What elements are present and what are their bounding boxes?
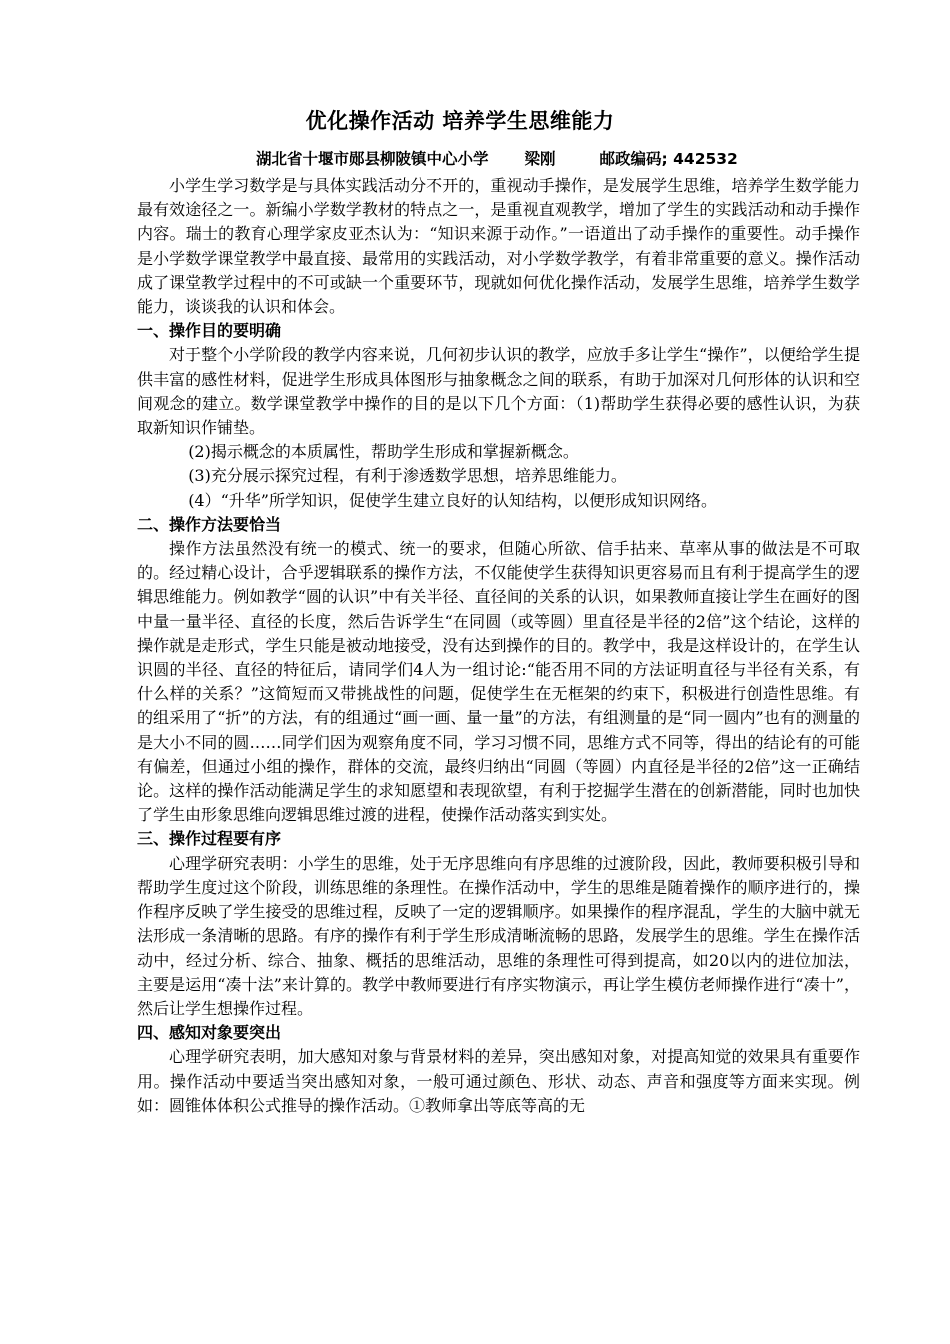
section-heading-3: 三、操作过程要有序 (137, 829, 282, 849)
author-name: 梁刚 (524, 150, 556, 168)
author-byline (256, 148, 738, 170)
section-heading-4: 四、感知对象要突出 (137, 1023, 282, 1043)
section-1-item-3: (3)充分展示探究过程，有利于渗透数学思想，培养思维能力。 (188, 466, 627, 486)
document-title: 优化操作活动 培养学生思维能力 (305, 109, 615, 133)
document-body (137, 174, 860, 1118)
intro-paragraph: 小学生学习数学是与具体实践活动分不开的，重视动手操作，是发展学生思维，培养学生数学能力最有效途径之一。新编小学数学教材的特点之一，是重视直观教学，增加了学生的实践活动和动手操作内容。瑞士的教育心理学家皮亚杰认为：“知识来源于动作。”一语道出了动手操作的重要性。动手操作是小学数学课堂教学中最直接、最常用的实践活动，对小学数学教学，有着非常重要的意义。操作活动成了课堂教学过程中的不可或缺一个重要环节，现就如何优化操作活动，发展学生思维，培养学生数学能力，谈谈我的认识和体会。 (137, 176, 860, 317)
section-3-paragraph: 心理学研究表明：小学生的思维，处于无序思维向有序思维的过渡阶段，因此，教师要积极引导和帮助学生度过这个阶段，训练思维的条理性。在操作活动中，学生的思维是随着操作的顺序进行的，操作程序反映了学生接受的思维过程，反映了一定的逻辑顺序。如果操作的程序混乱，学生的大脑中就无法形成一条清晰的思路。有序的操作有利于学生形成清晰流畅的思路，发展学生的思维。学生在操作活动中，经过分析、综合、抽象、概括的思维活动，思维的条理性可得到提高，如20以内的进位加法，主要是运用“凑十法”来计算的。教学中教师要进行有序实物演示，再让学生模仿老师操作进行“凑十”，然后让学生想操作过程。 (137, 853, 860, 1018)
section-1-item-2: (2)揭示概念的本质属性，帮助学生形成和掌握新概念。 (188, 442, 579, 462)
section-2-paragraph: 操作方法虽然没有统一的模式、统一的要求，但随心所欲、信手拈来、草率从事的做法是不可取的。经过精心设计，合乎逻辑联系的操作方法，不仅能使学生获得知识更容易而且有利于提高学生的逻辑思维能力。例如教学“圆的认识”中有关半径、直径间的关系的认识，如果教师直接让学生在画好的图中量一量半径、直径的长度，然后告诉学生“在同圆（或等圆）里直径是半径的2倍”这个结论，这样的操作就是走形式，学生只能是被动地接受，没有达到操作的目的。教学中，我是这样设计的，在学生认识圆的半径、直径的特征后，请同学们4人为一组讨论:“能否用不同的方法证明直径与半径有关系，有什么样的关系？”这简短而又带挑战性的问题，促使学生在无框架的约束下，积极进行创造性思维。有的组采用了“折”的方法，有的组通过“画一画、量一量”的方法，有组测量的是“同一圆内”也有的测量的是大小不同的圆……同学们因为观察角度不同，学习习惯不同，思维方式不同等，得出的结论有的可能有偏差，但通过小组的操作，群体的交流，最终归纳出“同圆（等圆）内直径是半径的2倍”这一正确结论。这样的操作活动能满足学生的求知愿望和表现欲望，有利于挖掘学生潜在的创新潜能，同时也加快了学生由形象思维向逻辑思维过渡的进程，使操作活动落实到实处。 (137, 539, 860, 825)
postal-code: 邮政编码; 442532 (599, 150, 738, 168)
section-4-paragraph: 心理学研究表明，加大感知对象与背景材料的差异，突出感知对象，对提高知觉的效果具有重要作用。操作活动中要适当突出感知对象，一般可通过颜色、形状、动态、声音和强度等方面来实现。例如：圆锥体体积公式推导的操作活动。①教师拿出等底等高的无 (137, 1047, 860, 1115)
school-name: 湖北省十堰市郧县柳陂镇中心小学 (256, 150, 489, 168)
section-1-paragraph: 对于整个小学阶段的教学内容来说，几何初步认识的教学，应放手多让学生“操作”，以便给学生提供丰富的感性材料，促进学生形成具体图形与抽象概念之间的联系，有助于加深对几何形体的认识和空间观念的建立。数学课堂教学中操作的目的是以下几个方面：（1)帮助学生获得必要的感性认识，为获取新知识作铺垫。 (137, 345, 860, 438)
section-heading-2: 二、操作方法要恰当 (137, 514, 282, 534)
section-1-item-4: (4）“升华”所学知识，促使学生建立良好的认知结构，以便形成知识网络。 (188, 490, 717, 510)
section-heading-1: 一、操作目的要明确 (137, 321, 282, 341)
